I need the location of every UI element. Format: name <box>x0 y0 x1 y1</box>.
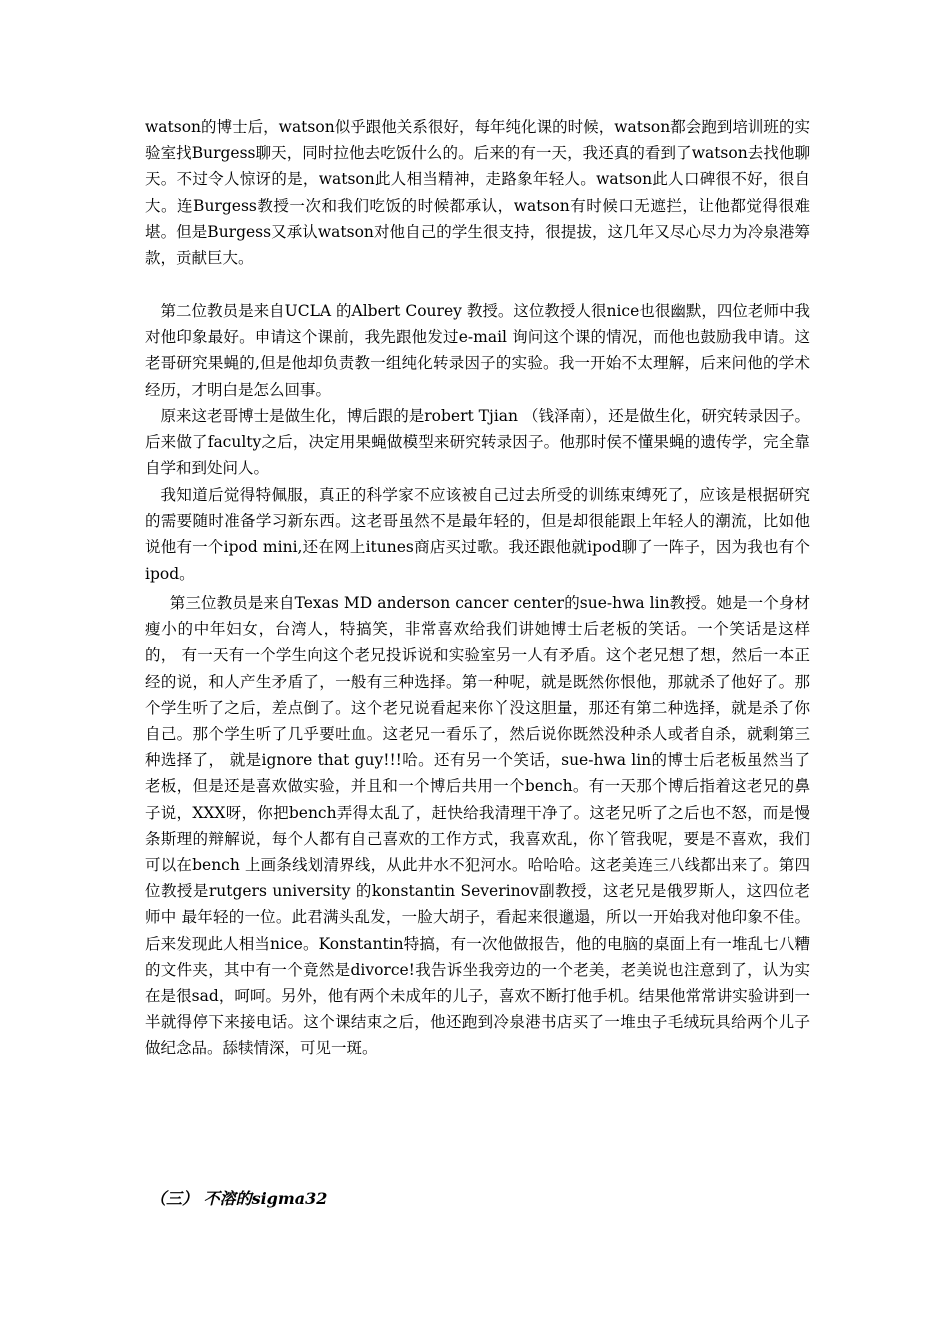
paragraph-watson: watson的博士后，watson似乎跟他关系很好，每年纯化课的时候，watson都会跑到培训班的实验室找Burgess聊天，同时拉他去吃饭什么的。后来的有一天，我还真的看到了watson去找他聊天。不过令人惊讶的是，watson此人相当精神，走路象年轻人。watson此人口碑很不好，很自大。连Burgess教授一次和我们吃饭的时候都承认，watson有时候口无遮拦，让他都觉得很难堪。但是Burgess又承认watson对他自己的学生很支持，很提拔，这几年又尽心尽力为冷泉港筹款，贡献巨大。 <box>145 118 810 268</box>
paragraph-sue-hwa-lin: 第三位教员是来自Texas MD anderson cancer center的sue-hwa lin教授。她是一个身材瘦小的中年妇女，台湾人，特搞笑，非常喜欢给我们讲她博士后老板的笑话。一个笑话是这样的， 有一天有一个学生向这个老兄投诉说和实验室另一人有矛盾。这个老兄想了想，然后一本正经的说，和人产生矛盾了，一般有三种选择。第一种呢，就是既然你恨他，那就杀了他好了。那个学生听了之后，差点倒了。这个老兄说看起来你丫没这胆量，那还有第二种选择，就是杀了你自己。那个学生听了几乎要吐血。这老兄一看乐了，然后说你既然没种杀人或者自杀，就剩第三种选择了， 就是ignore that guy!!!哈。还有另一个笑话，sue-hwa lin的博士后老板虽然当了老板，但是还是喜欢做实验，并且和一个博后共用一个bench。有一天那个博后指着这老兄的鼻子说，XXX呀，你把bench弄得太乱了，赶快给我清理干净了。这老兄听了之后也不怒，而是慢条斯理的辩解说，每个人都有自己喜欢的工作方式，我喜欢乱，你丫管我呢，要是不喜欢，我们可以在bench 上画条线划清界线，从此井水不犯河水。哈哈哈。这老美连三八线都出来了。第四位教授是rutgers university 的konstantin Severinov副教授，这老兄是俄罗斯人，这四位老师中 最年轻的一位。此君满头乱发，一脸大胡子，看起来很邋遢，所以一开始我对他印象不佳。后来发现此人相当nice。Konstantin特搞，有一次他做报告，他的电脑的桌面上有一堆乱七八糟的文件夹，其中有一个竟然是divorce!我告诉坐我旁边的一个老美，老美说也注意到了，认为实在是很sad，呵呵。另外，他有两个未成年的儿子，喜欢不断打他手机。结果他常常讲实验讲到一半就得停下来接电话。这个课结束之后，他还跑到冷泉港书店买了一堆虫子毛绒玩具给两个儿子做纪念品。舔犊情深，可见一斑。 <box>145 594 810 1058</box>
section-heading: （三） 不溶的sigma32 <box>150 1189 328 1208</box>
paragraph-albert-courey: 第二位教员是来自UCLA 的Albert Courey 教授。这位教授人很nice也很幽默，四位老师中我对他印象最好。申请这个课前，我先跟他发过e-mail 询问这个课的情况，而他也鼓励我申请。这老哥研究果蝇的,但是他却负责教一组纯化转录因子的实验。我一开始不太理解，后来问他的学术经历，才明白是怎么回事。 <box>145 302 810 399</box>
paragraph-courey-admiration: 我知道后觉得特佩服，真正的科学家不应该被自己过去所受的训练束缚死了，应该是根据研究的需要随时准备学习新东西。这老哥虽然不是最年轻的，但是却很能跟上年轻人的潮流，比如他说他有一个ipod mini,还在网上itunes商店买过歌。我还跟他就ipod聊了一阵子，因为我也有个ipod。 <box>145 486 810 583</box>
paragraph-courey-background: 原来这老哥博士是做生化，博后跟的是robert Tjian （钱泽南），还是做生化，研究转录因子。后来做了faculty之后，决定用果蝇做模型来研究转录因子。他那时侯不懂果蝇的遗传学，完全靠自学和到处问人。 <box>145 407 810 478</box>
